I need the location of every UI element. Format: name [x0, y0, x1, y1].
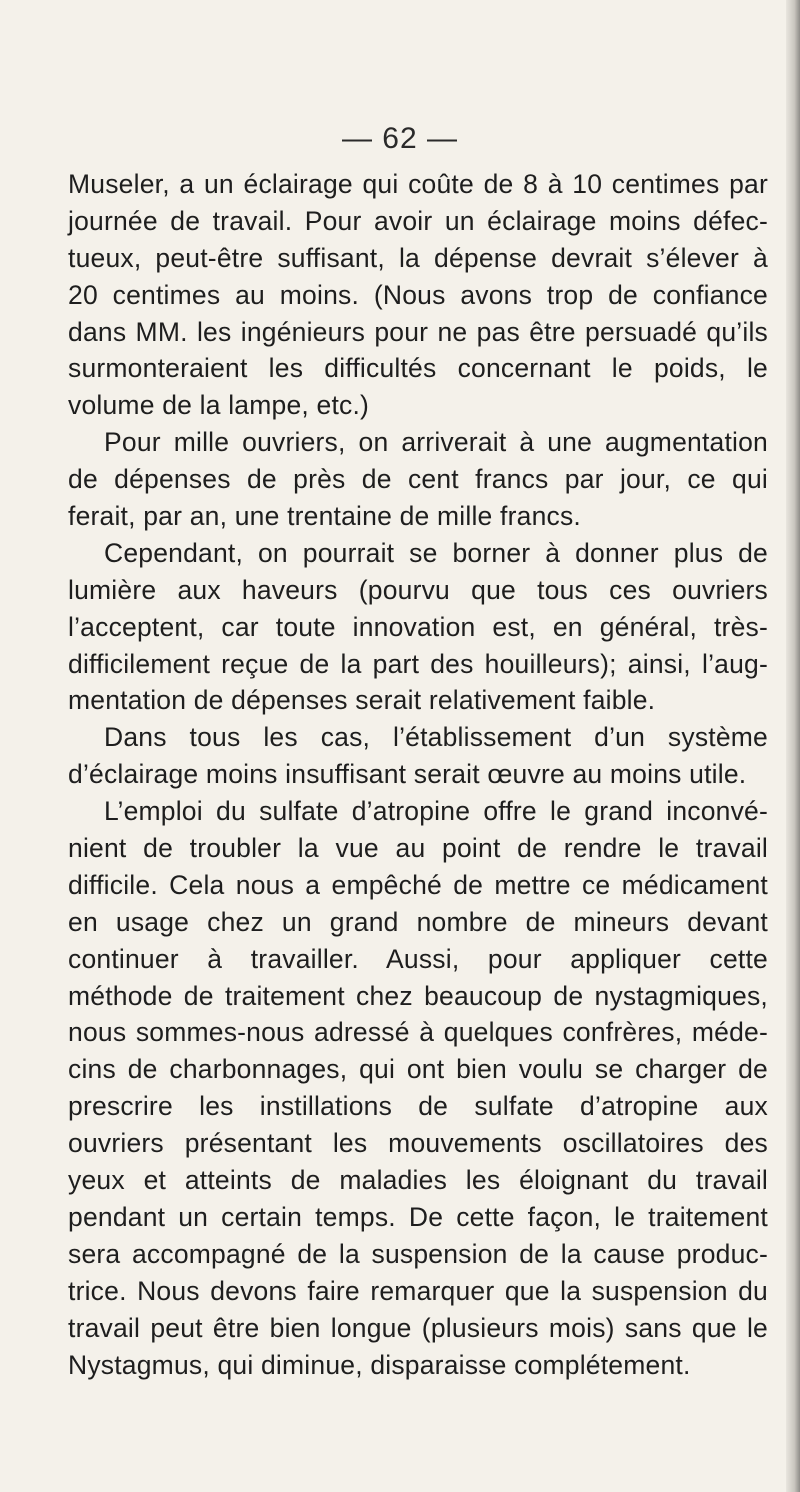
text-line: Dans tous les cas, l’établissement d’un système [104, 722, 768, 753]
text-line: nous sommes-nous adressé à quelques confrères, méde- [68, 1017, 768, 1048]
text-line: dans MM. les ingénieurs pour ne pas être persuadé qu’ils [68, 316, 768, 347]
text-line: cins de charbonnages, qui ont bien voulu se charger de [68, 1054, 768, 1085]
text-line: méthode de traitement chez beaucoup de nystagmiques, [68, 980, 768, 1011]
text-line: nient de troubler la vue au point de rendre le travail [68, 833, 768, 864]
text-line: Cependant, on pourrait se borner à donner plus de [104, 537, 768, 568]
text-line: lumière aux haveurs (pourvu que tous ces ouvriers [68, 574, 768, 605]
text-line: d’éclairage moins insuffisant serait œuvre au moins utile. [68, 759, 747, 790]
text-line: difficile. Cela nous a empêché de mettre ce médicament [68, 869, 768, 900]
text-line: volume de la lampe, etc.) [68, 390, 370, 421]
text-line: pendant un certain temps. De cette façon, le traitement [68, 1201, 768, 1232]
text-line: mentation de dépenses serait relativement faible. [68, 685, 656, 716]
text-line: trice. Nous devons faire remarquer que la suspension du [68, 1275, 768, 1306]
paragraph [68, 166, 768, 424]
body-text [68, 166, 768, 1383]
paragraph [68, 535, 768, 719]
text-line: continuer à travailler. Aussi, pour appliquer cette [68, 943, 768, 974]
paragraph [68, 424, 768, 535]
text-line: prescrire les instillations de sulfate d’atropine aux [68, 1091, 768, 1122]
text-line: difficilement reçue de la part des houilleurs); ainsi, l’aug- [68, 648, 768, 679]
text-line: journée de travail. Pour avoir un éclairage moins défec- [68, 205, 768, 236]
text-line: ferait, par an, une trentaine de mille francs. [68, 501, 581, 532]
text-line: Nystagmus, qui diminue, disparaisse complétement. [68, 1349, 691, 1380]
text-line: Pour mille ouvriers, on arriverait à une augmentation [104, 427, 768, 458]
text-line: ouvriers présentant les mouvements oscillatoires des [68, 1128, 768, 1159]
text-line: L’emploi du sulfate d’atropine offre le grand inconvé- [104, 796, 768, 827]
text-line: de dépenses de près de cent francs par jour, ce qui [68, 464, 768, 495]
page-edge-shadow [786, 0, 800, 1492]
paragraph [68, 719, 768, 793]
text-line: travail peut être bien longue (plusieurs mois) sans que le [68, 1312, 768, 1343]
paragraph [68, 793, 768, 1383]
text-line: Museler, a un éclairage qui coûte de 8 à 10 centimes par [68, 169, 768, 199]
text-line: sera accompagné de la suspension de la cause produc- [68, 1238, 768, 1269]
page-number: — 62 — [341, 122, 459, 155]
text-line: l’acceptent, car toute innovation est, en général, très- [68, 611, 768, 642]
text-line: yeux et atteints de maladies les éloignant du travail [68, 1165, 768, 1196]
text-line: 20 centimes au moins. (Nous avons trop de confiance [68, 279, 768, 310]
text-line: tueux, peut-être suffisant, la dépense devrait s’élever à [68, 242, 768, 273]
text-line: en usage chez un grand nombre de mineurs devant [68, 906, 768, 937]
text-line: surmonteraient les difficultés concernant le poids, le [68, 353, 768, 384]
